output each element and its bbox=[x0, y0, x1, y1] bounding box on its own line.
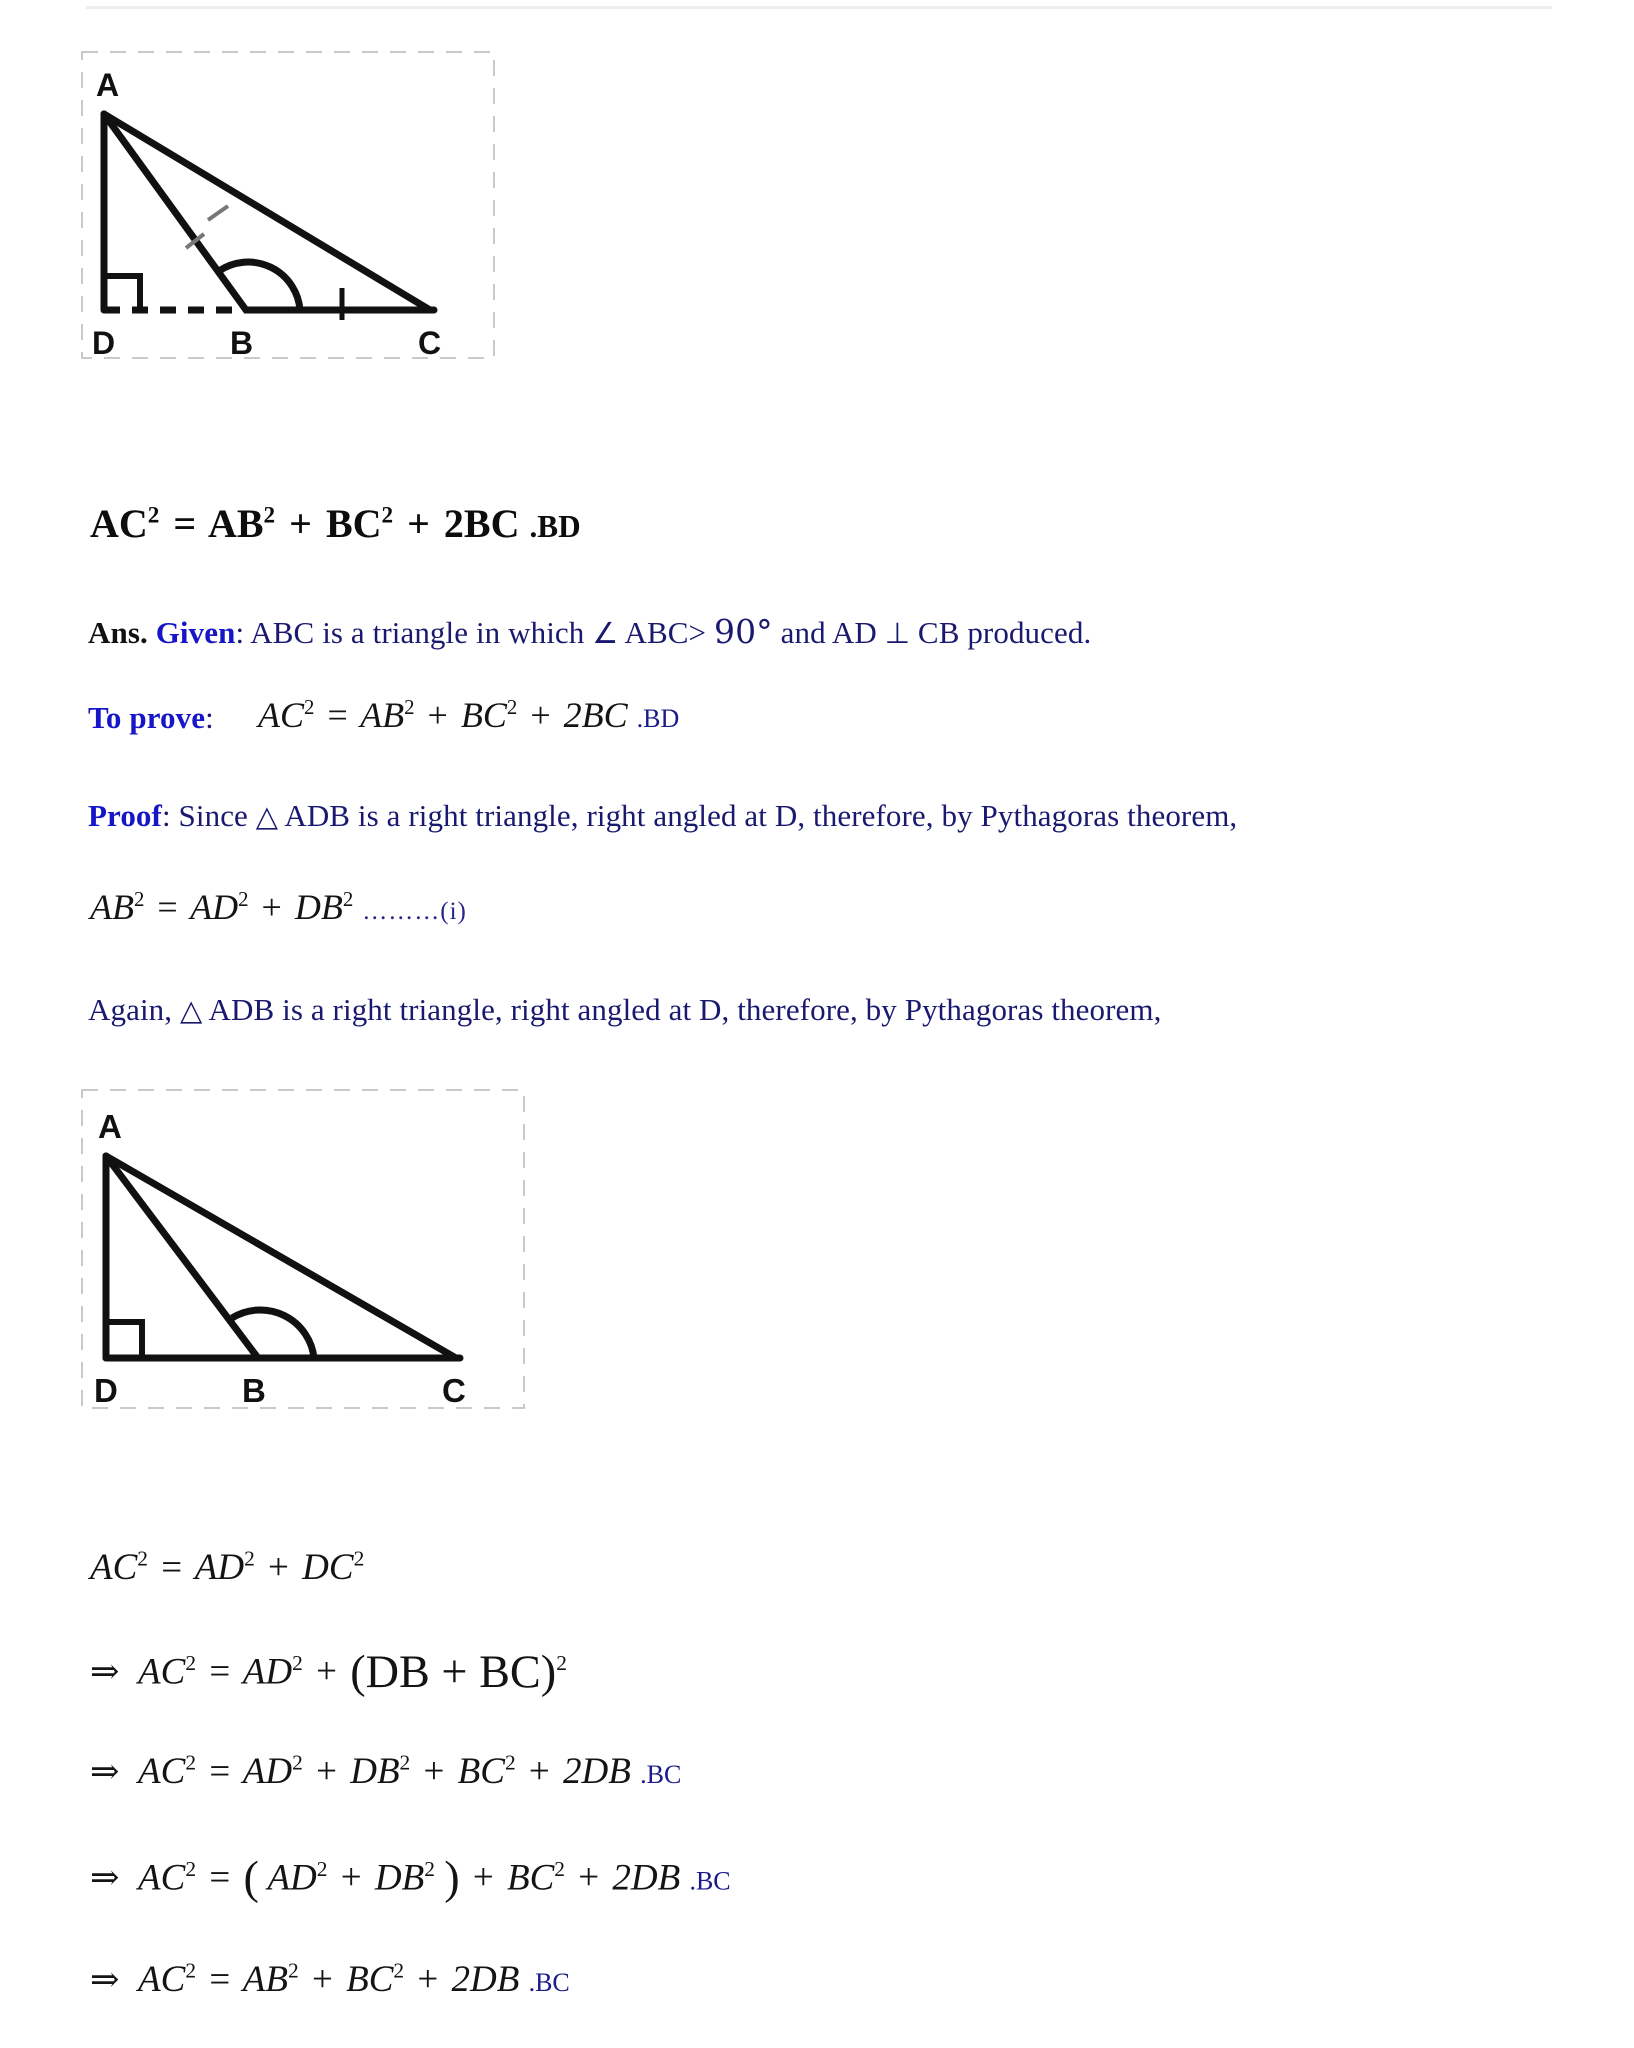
given-line bbox=[88, 612, 1091, 651]
eq-i-reference: ………(i) bbox=[362, 898, 467, 925]
eq4-plus3: + bbox=[578, 1857, 600, 1899]
to-prove-line bbox=[88, 700, 214, 736]
header-rule bbox=[86, 6, 1552, 9]
eq4-t2-sup: 2 bbox=[424, 1856, 435, 1881]
to-prove-label: To prove bbox=[88, 700, 206, 735]
eq5-arrow: ⇒ bbox=[90, 1960, 120, 1999]
triangle-icon-2: △ bbox=[179, 993, 203, 1027]
to-prove-lhs: AC bbox=[258, 695, 305, 735]
eq-i-t2: DB bbox=[294, 887, 343, 927]
eq5-t1: AB bbox=[242, 1959, 288, 2000]
eq5-plus2: + bbox=[417, 1959, 439, 2000]
eq3-plus2: + bbox=[423, 1751, 445, 1792]
eq2-group-sup: 2 bbox=[556, 1650, 567, 1675]
eq2-t1-sup: 2 bbox=[292, 1650, 303, 1675]
svg-text:B: B bbox=[230, 325, 254, 361]
figure-triangle-1 bbox=[78, 48, 498, 368]
to-prove-t1-sup: 2 bbox=[404, 695, 415, 719]
equation-final-3 bbox=[90, 1750, 681, 1793]
eq3-t2-sup: 2 bbox=[399, 1750, 411, 1775]
to-prove-suffix: .BD bbox=[636, 704, 680, 733]
eq-i-lhs: AB bbox=[90, 887, 134, 927]
eq3-plus3: + bbox=[528, 1751, 550, 1792]
eq3-suffix: .BC bbox=[640, 1760, 682, 1789]
eq4-t1-sup: 2 bbox=[316, 1856, 328, 1881]
proof-label: Proof bbox=[88, 798, 162, 833]
eq1-t1-sup: 2 bbox=[244, 1546, 255, 1571]
eq-i-t1: AD bbox=[190, 887, 239, 927]
proof-text-a: Since bbox=[178, 798, 248, 833]
eq3-t1-sup: 2 bbox=[292, 1750, 303, 1775]
eq-statement-plus1: + bbox=[289, 501, 312, 546]
eq-statement-t2: BC bbox=[325, 501, 382, 546]
to-prove-lhs-sup: 2 bbox=[304, 695, 315, 719]
eq5-t1-sup: 2 bbox=[287, 1958, 299, 1983]
eq4-lhs: AC bbox=[138, 1857, 186, 1899]
eq2-plus1: + bbox=[316, 1651, 337, 1693]
eq-statement-t1: AB bbox=[207, 501, 264, 546]
eq5-lhs-sup: 2 bbox=[185, 1958, 197, 1983]
eq-statement-lhs-sup: 2 bbox=[147, 502, 160, 529]
figure-triangle-2 bbox=[78, 1086, 528, 1416]
angle-icon: ∠ bbox=[592, 616, 619, 650]
eq-statement-t3: 2BC bbox=[443, 501, 520, 546]
eq5-t2: BC bbox=[346, 1959, 394, 2000]
eq3-arrow: ⇒ bbox=[90, 1752, 120, 1791]
eq4-arrow: ⇒ bbox=[90, 1858, 120, 1898]
equation-i bbox=[90, 886, 467, 928]
proof-line bbox=[88, 798, 1237, 834]
again-text-b: ADB is a right triangle, right angled at D, therefore, by Pythagoras theorem, bbox=[208, 992, 1162, 1027]
eq3-t3: BC bbox=[457, 1751, 505, 1792]
svg-text:B: B bbox=[242, 1372, 266, 1409]
eq4-t2: DB bbox=[374, 1857, 425, 1899]
to-prove-t3: 2BC bbox=[563, 695, 628, 735]
eq4-group-close: ) bbox=[444, 1853, 460, 1904]
eq3-plus1: + bbox=[316, 1751, 337, 1792]
eq3-equals: = bbox=[209, 1751, 231, 1792]
given-text-c: and AD bbox=[780, 615, 877, 650]
again-text-a: Again, bbox=[88, 992, 173, 1027]
eq-i-plus1: + bbox=[261, 887, 282, 927]
eq1-t2: DC bbox=[302, 1547, 354, 1588]
to-prove-t2-sup: 2 bbox=[506, 695, 518, 719]
eq1-t1: AD bbox=[194, 1547, 245, 1588]
svg-text:C: C bbox=[442, 1372, 466, 1409]
svg-text:A: A bbox=[96, 67, 120, 103]
eq-statement-suffix: .BD bbox=[529, 509, 581, 544]
perpendicular-icon: ⊥ bbox=[884, 616, 911, 650]
ans-label: Ans. bbox=[88, 615, 148, 650]
eq4-lhs-sup: 2 bbox=[185, 1856, 197, 1881]
proof-text-b: ADB is a right triangle, right angled at D, therefore, by Pythagoras theorem, bbox=[284, 798, 1238, 833]
eq4-suffix: .BC bbox=[689, 1866, 731, 1896]
eq4-t3-sup: 2 bbox=[554, 1856, 565, 1881]
to-prove-t1: AB bbox=[360, 695, 405, 735]
given-colon: : bbox=[235, 615, 245, 650]
equation-to-prove bbox=[258, 694, 679, 736]
svg-text:A: A bbox=[98, 1108, 122, 1145]
eq2-t1: AD bbox=[242, 1651, 293, 1693]
eq4-equals: = bbox=[209, 1857, 231, 1899]
eq1-lhs-sup: 2 bbox=[137, 1546, 149, 1571]
eq3-t2: DB bbox=[350, 1751, 400, 1792]
eq-i-lhs-sup: 2 bbox=[133, 887, 145, 911]
given-text-d: CB produced. bbox=[917, 615, 1092, 650]
to-prove-t2: BC bbox=[460, 695, 507, 735]
eq5-equals: = bbox=[209, 1959, 231, 2000]
eq5-lhs: AC bbox=[138, 1959, 186, 2000]
to-prove-plus2: + bbox=[530, 695, 551, 735]
eq4-group-open: ( bbox=[243, 1853, 259, 1904]
again-line bbox=[88, 992, 1161, 1028]
given-label: Given bbox=[155, 615, 236, 650]
eq1-plus1: + bbox=[268, 1547, 289, 1588]
equation-final-2 bbox=[90, 1646, 567, 1699]
given-text-a: ABC is a triangle in which bbox=[250, 615, 585, 650]
eq5-t3: 2DB bbox=[451, 1959, 520, 2000]
eq-statement-lhs: AC bbox=[90, 501, 148, 546]
eq-i-equals: = bbox=[157, 887, 178, 927]
eq2-arrow: ⇒ bbox=[90, 1652, 120, 1692]
svg-text:C: C bbox=[418, 325, 442, 361]
eq-i-t1-sup: 2 bbox=[238, 887, 249, 911]
equation-final-5 bbox=[90, 1958, 570, 2001]
eq2-equals: = bbox=[209, 1651, 231, 1693]
eq3-lhs-sup: 2 bbox=[185, 1750, 197, 1775]
eq4-t4: 2DB bbox=[612, 1857, 681, 1899]
eq3-t4: 2DB bbox=[563, 1751, 631, 1792]
given-degrees: 90° bbox=[713, 612, 773, 651]
eq1-equals: = bbox=[161, 1547, 183, 1588]
eq-i-t2-sup: 2 bbox=[342, 887, 354, 911]
eq-statement-t2-sup: 2 bbox=[381, 502, 394, 529]
svg-text:D: D bbox=[94, 1372, 118, 1409]
eq1-t2-sup: 2 bbox=[353, 1546, 365, 1571]
eq4-t3: BC bbox=[506, 1857, 555, 1899]
eq4-plus1: + bbox=[340, 1857, 362, 1899]
eq5-t2-sup: 2 bbox=[393, 1958, 405, 1983]
eq-statement-t1-sup: 2 bbox=[263, 502, 276, 529]
eq5-suffix: .BC bbox=[528, 1968, 570, 1997]
given-text-b: ABC> bbox=[624, 615, 707, 650]
eq-statement-equals: = bbox=[173, 501, 197, 546]
eq4-plus2: + bbox=[472, 1857, 494, 1899]
equation-final-1 bbox=[90, 1546, 364, 1589]
eq-statement-plus2: + bbox=[407, 501, 430, 546]
proof-colon: : bbox=[161, 798, 171, 833]
eq2-lhs-sup: 2 bbox=[185, 1650, 197, 1675]
eq1-lhs: AC bbox=[90, 1547, 138, 1588]
eq4-t1: AD bbox=[267, 1857, 317, 1899]
eq2-group: (DB + BC) bbox=[350, 1647, 557, 1698]
eq3-t1: AD bbox=[242, 1751, 293, 1792]
equation-final-4 bbox=[90, 1852, 731, 1905]
svg-text:D: D bbox=[92, 325, 116, 361]
eq5-plus1: + bbox=[311, 1959, 333, 2000]
triangle-icon: △ bbox=[255, 799, 279, 833]
to-prove-equals: = bbox=[327, 695, 348, 735]
to-prove-plus1: + bbox=[427, 695, 448, 735]
to-prove-colon: : bbox=[205, 700, 214, 735]
eq2-lhs: AC bbox=[138, 1651, 186, 1693]
equation-statement bbox=[90, 500, 581, 547]
eq3-t3-sup: 2 bbox=[504, 1750, 516, 1775]
eq3-lhs: AC bbox=[138, 1751, 186, 1792]
